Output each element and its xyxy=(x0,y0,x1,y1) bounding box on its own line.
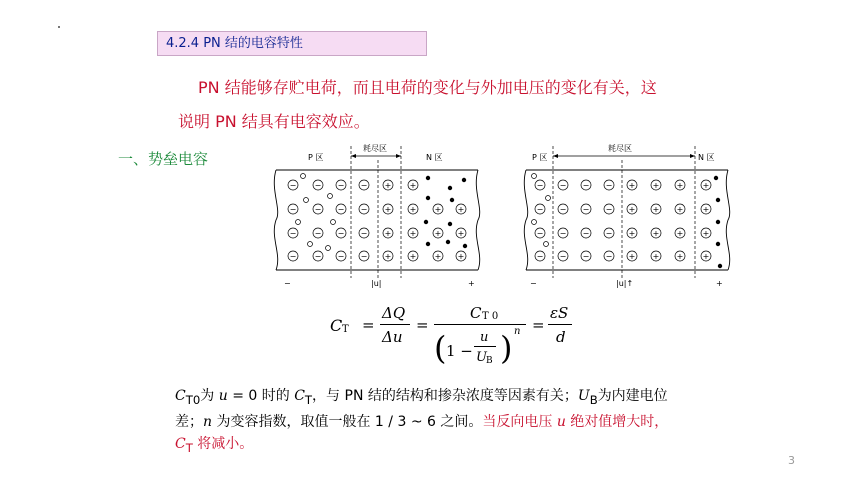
svg-text:−: − xyxy=(314,229,322,238)
formula-lparen: ( xyxy=(434,329,447,367)
right-p-label: P 区 xyxy=(532,153,548,162)
svg-text:+: + xyxy=(702,181,710,190)
svg-text:−: − xyxy=(314,252,322,261)
svg-text:+: + xyxy=(702,252,710,261)
svg-text:+: + xyxy=(457,205,465,214)
svg-text:−: − xyxy=(536,181,544,190)
svg-text:−: − xyxy=(582,205,590,214)
svg-text:+: + xyxy=(409,252,417,261)
paragraph-line-1: PN 结能够存贮电荷，而且电荷的变化与外加电压的变化有关，这 xyxy=(198,78,657,97)
left-depletion-label: 耗尽区 xyxy=(363,144,387,153)
formula-d: d xyxy=(556,328,566,346)
svg-text:−: − xyxy=(337,205,345,214)
svg-text:−: − xyxy=(559,252,567,261)
svg-text:−: − xyxy=(289,181,297,190)
description xyxy=(175,385,745,459)
svg-text:+: + xyxy=(434,252,442,261)
svg-text:+: + xyxy=(409,205,417,214)
svg-text:−: − xyxy=(314,181,322,190)
svg-text:−: − xyxy=(337,229,345,238)
svg-text:−: − xyxy=(289,252,297,261)
formula-ct-sub: T xyxy=(342,324,349,335)
formula-delta-q: ΔQ xyxy=(382,304,406,322)
svg-text:+: + xyxy=(384,181,392,190)
capacitance-formula xyxy=(330,298,590,378)
svg-text:+: + xyxy=(652,181,660,190)
right-n-label: N 区 xyxy=(698,153,715,162)
svg-text:−: − xyxy=(605,181,613,190)
svg-text:+: + xyxy=(628,181,636,190)
svg-text:+: + xyxy=(676,205,684,214)
left-minus: − xyxy=(284,279,291,288)
svg-text:+: + xyxy=(628,252,636,261)
page-number: 3 xyxy=(788,454,795,467)
formula-ub-sub: B xyxy=(486,356,493,366)
formula-eq-3: = xyxy=(532,316,545,334)
formula-u: u xyxy=(480,330,489,345)
svg-text:−: − xyxy=(360,205,368,214)
formula-one-minus: 1 − xyxy=(446,342,473,360)
svg-text:−: − xyxy=(536,229,544,238)
svg-text:−: − xyxy=(360,229,368,238)
left-n-label: N 区 xyxy=(426,153,443,162)
svg-text:−: − xyxy=(289,229,297,238)
svg-text:+: + xyxy=(628,205,636,214)
svg-text:−: − xyxy=(314,205,322,214)
decor-dot xyxy=(58,26,60,28)
svg-text:+: + xyxy=(457,252,465,261)
svg-text:+: + xyxy=(384,229,392,238)
svg-text:+: + xyxy=(409,181,417,190)
right-plus: + xyxy=(716,279,723,288)
svg-text:+: + xyxy=(434,205,442,214)
svg-text:+: + xyxy=(652,229,660,238)
svg-text:+: + xyxy=(384,205,392,214)
svg-text:−: − xyxy=(337,252,345,261)
formula-exp: n xyxy=(514,326,521,337)
desc-line-2: 差；n 为变容指数，取值一般在 1 / 3 ~ 6 之间。当反向电压 u 绝对值增大时， xyxy=(175,413,669,430)
svg-text:−: − xyxy=(605,205,613,214)
formula-eps-s: εS xyxy=(550,304,569,322)
svg-text:−: − xyxy=(559,229,567,238)
svg-text:+: + xyxy=(457,229,465,238)
svg-text:+: + xyxy=(652,205,660,214)
svg-text:−: − xyxy=(360,181,368,190)
formula-ct: C xyxy=(330,316,343,335)
svg-text:+: + xyxy=(702,205,710,214)
right-minus: − xyxy=(530,279,537,288)
svg-text:−: − xyxy=(559,205,567,214)
paragraph-line-2: 说明 PN 结具有电容效应。 xyxy=(178,112,370,131)
section-title: 4.2.4 PN 结的电容特性 xyxy=(157,31,427,56)
right-u-label: |u|↑ xyxy=(616,279,634,288)
svg-text:+: + xyxy=(652,252,660,261)
left-junction xyxy=(274,143,479,288)
svg-text:+: + xyxy=(384,252,392,261)
left-plus: + xyxy=(468,279,475,288)
right-depletion-label: 耗尽区 xyxy=(608,144,632,153)
desc-line-1: $C_{T0}$为 u = 0 时的 $C_T$，与 PN 结的结构和掺杂浓度等因素有关；$U_B$为内建电位 xyxy=(175,388,668,407)
section-heading: 一、势垒电容 xyxy=(118,150,209,168)
svg-text:−: − xyxy=(582,229,590,238)
formula-ub: U xyxy=(476,350,487,365)
svg-text:+: + xyxy=(676,229,684,238)
formula-rparen: ) xyxy=(500,329,513,367)
svg-text:−: − xyxy=(289,205,297,214)
left-u-label: |u| xyxy=(371,279,382,288)
desc-line-3: $C_T$ 将减小。 xyxy=(175,435,254,455)
svg-text:−: − xyxy=(536,205,544,214)
pn-junction-diagram xyxy=(268,138,748,288)
svg-text:−: − xyxy=(536,252,544,261)
formula-ct0-sub: T 0 xyxy=(482,311,499,322)
formula-ct0: C xyxy=(470,304,482,322)
svg-text:+: + xyxy=(628,229,636,238)
svg-text:−: − xyxy=(559,181,567,190)
formula-eq-2: = xyxy=(416,316,429,334)
svg-text:−: − xyxy=(337,181,345,190)
svg-text:+: + xyxy=(434,229,442,238)
right-junction xyxy=(524,143,729,288)
svg-text:−: − xyxy=(582,181,590,190)
formula-delta-u: Δu xyxy=(382,328,403,346)
svg-text:−: − xyxy=(360,252,368,261)
svg-text:−: − xyxy=(605,252,613,261)
svg-text:+: + xyxy=(409,229,417,238)
left-p-label: P 区 xyxy=(308,153,324,162)
svg-text:+: + xyxy=(676,252,684,261)
svg-text:+: + xyxy=(702,229,710,238)
formula-eq-1: = xyxy=(362,316,375,334)
svg-text:−: − xyxy=(582,252,590,261)
svg-text:+: + xyxy=(676,181,684,190)
svg-text:−: − xyxy=(605,229,613,238)
